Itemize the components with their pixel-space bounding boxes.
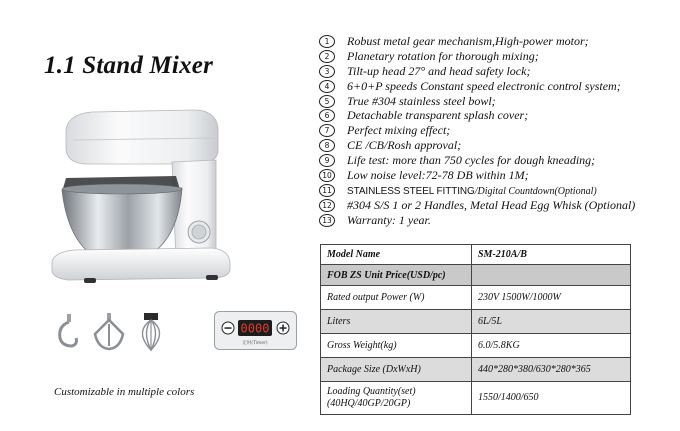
whisk-icon [132, 312, 170, 352]
feature-item: 12 #304 S/S 1 or 2 Handles, Metal Head Egg Whisk (Optional) [319, 198, 635, 213]
feature-number: 11 [319, 184, 335, 197]
spec-key: Loading Quantity(set) (40HQ/40GP/20GP) [321, 382, 472, 415]
feature-item: 3 Tilt-up head 27° and head safety lock; [319, 64, 635, 79]
table-row [321, 310, 631, 334]
spec-key: Package Size (DxWxH) [321, 358, 472, 382]
feature-item: 5 True #304 stainless steel bowl; [319, 94, 635, 109]
timer-display: 0000 [240, 321, 270, 336]
feature-number: 8 [319, 139, 335, 152]
caption-colors: Customizable in multiple colors [54, 386, 195, 398]
feature-number: 1 [319, 35, 335, 48]
feature-item: 10 Low noise level:72-78 DB within 1M; [319, 168, 635, 183]
feature-number: 10 [319, 169, 335, 182]
dough-hook-icon [52, 312, 86, 352]
feature-item: 2 Planetary rotation for thorough mixing; [319, 49, 635, 64]
stand-mixer-image [44, 92, 234, 292]
feature-item: 6 Detachable transparent splash cover; [319, 108, 635, 123]
spec-value: 1550/1400/650 [472, 382, 631, 415]
spec-value: 6.0/5.8KG [472, 334, 631, 358]
table-row [321, 382, 631, 415]
feature-item: 7 Perfect mixing effect; [319, 123, 635, 138]
table-row [321, 334, 631, 358]
spec-key: FOB ZS Unit Price(USD/pc) [321, 265, 472, 286]
feature-item: 1 Robust metal gear mechanism,High-power motor; [319, 34, 635, 49]
spec-value: SM-210A/B [472, 245, 631, 265]
timer-label: 定时(Timer) [242, 341, 268, 346]
spec-value: 230V 1500W/1000W [472, 286, 631, 310]
feature-list [319, 34, 635, 228]
spec-table [320, 244, 631, 415]
spec-value: 6L/5L [472, 310, 631, 334]
feature-number: 13 [319, 214, 335, 227]
feature-number: 12 [319, 199, 335, 212]
feature-number: 4 [319, 80, 335, 93]
table-row [321, 265, 631, 286]
feature-item: 9 Life test: more than 750 cycles for dough kneading; [319, 153, 635, 168]
timer-panel-icon [214, 311, 297, 350]
spec-key: Liters [321, 310, 472, 334]
feature-item: 8 CE /CB/Rosh approval; [319, 138, 635, 153]
feature-number: 2 [319, 50, 335, 63]
feature-number: 6 [319, 109, 335, 122]
feature-number: 9 [319, 154, 335, 167]
spec-key: Gross Weight(kg) [321, 334, 472, 358]
table-row [321, 245, 631, 265]
feature-item: 11 STAINLESS STEEL FITTING/Digital Countdown(Optional) [319, 183, 635, 198]
spec-value: 440*280*380/630*280*365 [472, 358, 631, 382]
feature-item: 13 Warranty: 1 year. [319, 213, 635, 228]
feature-item: 4 6+0+P speeds Constant speed electronic control system; [319, 79, 635, 94]
table-row [321, 286, 631, 310]
feature-number: 3 [319, 65, 335, 78]
spec-key: Model Name [321, 245, 472, 265]
spec-value [472, 265, 631, 286]
flat-beater-icon [90, 312, 128, 352]
feature-number: 7 [319, 124, 335, 137]
spec-key: Rated output Power (W) [321, 286, 472, 310]
table-row [321, 358, 631, 382]
feature-number: 5 [319, 95, 335, 108]
page-title: 1.1 Stand Mixer [44, 52, 214, 79]
